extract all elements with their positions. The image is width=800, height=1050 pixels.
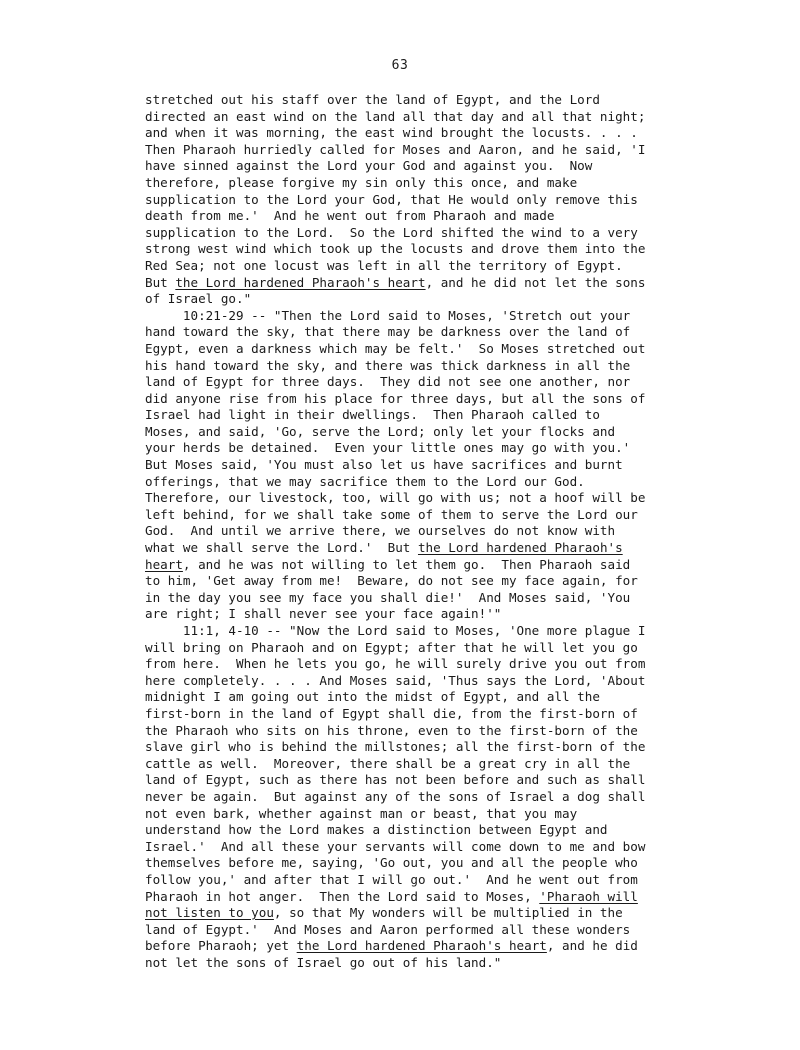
text-line: [145, 241, 745, 258]
text-line: [145, 540, 745, 557]
line-text: slave girl who is behind the millstones; all the first-born of the: [145, 739, 646, 755]
line-text: here completely. . . . And Moses said, 'Thus says the Lord, 'About: [145, 672, 646, 688]
underlined-phrase: the Lord hardened Pharaoh's heart: [296, 938, 547, 954]
underlined-phrase: the Lord hardened Pharaoh's heart: [175, 274, 426, 290]
text-line: [145, 723, 745, 740]
text-line: [145, 955, 745, 972]
text-line: [145, 92, 745, 109]
text-line: [145, 275, 745, 292]
text-line: [145, 291, 745, 308]
line-text: before Pharaoh; yet: [145, 938, 297, 954]
line-text: will bring on Pharaoh and on Egypt; after that he will let you go: [145, 639, 638, 655]
text-line: [145, 706, 745, 723]
line-text: But Moses said, 'You must also let us have sacrifices and burnt: [145, 457, 623, 473]
line-text: your herds be detained. Even your little ones may go with you.': [145, 440, 631, 456]
text-line: [145, 109, 745, 126]
text-line: [145, 640, 745, 657]
line-text: Israel.' And all these your servants will come down to me and bow: [145, 838, 646, 854]
text-line: [145, 938, 745, 955]
line-text: in the day you see my face you shall die!' And Moses said, 'You: [145, 589, 631, 605]
text-line: [145, 839, 745, 856]
text-line: [145, 507, 745, 524]
line-text: of Israel go.": [145, 291, 252, 307]
line-text: , and he was not willing to let them go. Then Pharaoh said: [182, 556, 631, 572]
text-line: [145, 457, 745, 474]
text-line: [145, 855, 745, 872]
text-line: [145, 341, 745, 358]
text-line: [145, 590, 745, 607]
line-text: his hand toward the sky, and there was thick darkness in all the: [145, 357, 631, 373]
line-text: land of Egypt.' And Moses and Aaron performed all these wonders: [145, 921, 631, 937]
line-text: did anyone rise from his place for three days, but all the sons of: [145, 390, 646, 406]
line-text: and when it was morning, the east wind brought the locusts. . . .: [145, 125, 638, 141]
line-text: Then Pharaoh hurriedly called for Moses and Aaron, and he said, 'I: [145, 141, 646, 157]
text-line: [145, 175, 745, 192]
text-line: [145, 656, 745, 673]
text-line: [145, 192, 745, 209]
text-line: [145, 806, 745, 823]
text-line: [145, 739, 745, 756]
line-text: hand toward the sky, that there may be darkness over the land of: [145, 324, 631, 340]
body-text: [145, 92, 745, 971]
line-text: 11:1, 4-10 -- "Now the Lord said to Moses, 'One more plague I: [145, 623, 646, 638]
line-text: never be again. But against any of the sons of Israel a dog shall: [145, 788, 646, 804]
line-text: first-born in the land of Egypt shall die, from the first-born of: [145, 705, 638, 721]
text-line: [145, 557, 745, 574]
page-number: 63: [391, 58, 409, 73]
line-text: are right; I shall never see your face again!'": [145, 606, 502, 622]
underlined-phrase: not listen to you: [145, 905, 274, 921]
line-text: therefore, please forgive my sin only this once, and make: [145, 174, 578, 190]
text-line: [145, 424, 745, 441]
text-line: [145, 308, 745, 325]
line-text: 10:21-29 -- "Then the Lord said to Moses, 'Stretch out your: [145, 307, 631, 323]
line-text: Pharaoh in hot anger. Then the Lord said to Moses,: [145, 888, 540, 904]
text-line: [145, 358, 745, 375]
line-text: Therefore, our livestock, too, will go with us; not a hoof will be: [145, 490, 646, 506]
line-text: directed an east wind on the land all that day and all that night;: [145, 108, 646, 124]
text-line: [145, 158, 745, 175]
text-line: [145, 440, 745, 457]
text-line: [145, 573, 745, 590]
line-text: from here. When he lets you go, he will surely drive you out from: [145, 656, 646, 672]
line-text: supplication to the Lord your God, that He would only remove this: [145, 191, 638, 207]
text-line: [145, 789, 745, 806]
line-text: cattle as well. Moreover, there shall be a great cry in all the: [145, 755, 631, 771]
line-text: midnight I am going out into the midst of Egypt, and all the: [145, 689, 600, 705]
line-text: supplication to the Lord. So the Lord shifted the wind to a very: [145, 224, 638, 240]
text-line: [145, 822, 745, 839]
underlined-phrase: the Lord hardened Pharaoh's: [417, 540, 623, 556]
text-line: [145, 258, 745, 275]
line-text: God. And until we arrive there, we ourselves do not know with: [145, 523, 616, 539]
text-line: [145, 756, 745, 773]
line-text: what we shall serve the Lord.' But: [145, 540, 418, 556]
line-text: the Pharaoh who sits on his throne, even to the first-born of the: [145, 722, 638, 738]
text-line: [145, 606, 745, 623]
line-text: Moses, and said, 'Go, serve the Lord; only let your flocks and: [145, 423, 616, 439]
line-text: , so that My wonders will be multiplied in the: [273, 905, 623, 921]
text-line: [145, 905, 745, 922]
text-line: [145, 922, 745, 939]
text-line: [145, 391, 745, 408]
text-line: [145, 374, 745, 391]
text-line: [145, 623, 745, 640]
line-text: But: [145, 274, 176, 290]
line-text: not even bark, whether against man or beast, that you may: [145, 805, 578, 821]
text-line: [145, 772, 745, 789]
text-line: [145, 689, 745, 706]
line-text: Red Sea; not one locust was left in all the territory of Egypt.: [145, 257, 623, 273]
text-line: [145, 490, 745, 507]
text-line: [145, 208, 745, 225]
line-text: understand how the Lord makes a distinction between Egypt and: [145, 822, 608, 838]
text-line: [145, 125, 745, 142]
text-line: [145, 225, 745, 242]
line-text: have sinned against the Lord your God and against you. Now: [145, 158, 593, 174]
line-text: land of Egypt for three days. They did not see one another, nor: [145, 374, 631, 390]
underlined-phrase: 'Pharaoh will: [539, 888, 638, 904]
text-line: [145, 523, 745, 540]
line-text: Egypt, even a darkness which may be felt.' So Moses stretched out: [145, 340, 646, 356]
line-text: follow you,' and after that I will go out.' And he went out from: [145, 871, 638, 887]
text-line: [145, 407, 745, 424]
text-line: [145, 324, 745, 341]
line-text: left behind, for we shall take some of them to serve the Lord our: [145, 506, 638, 522]
line-text: not let the sons of Israel go out of his land.": [145, 954, 502, 970]
underlined-phrase: heart: [145, 556, 183, 572]
text-line: [145, 142, 745, 159]
text-line: [145, 872, 745, 889]
line-text: themselves before me, saying, 'Go out, you and all the people who: [145, 855, 638, 871]
line-text: strong west wind which took up the locusts and drove them into the: [145, 241, 646, 257]
text-line: [145, 889, 745, 906]
line-text: to him, 'Get away from me! Beware, do not see my face again, for: [145, 573, 638, 589]
line-text: offerings, that we may sacrifice them to the Lord our God.: [145, 473, 585, 489]
line-text: stretched out his staff over the land of Egypt, and the Lord: [145, 92, 600, 107]
line-text: Israel had light in their dwellings. Then Pharaoh called to: [145, 407, 600, 423]
line-text: death from me.' And he went out from Pharaoh and made: [145, 208, 555, 224]
text-line: [145, 673, 745, 690]
line-text: , and he did: [546, 938, 638, 954]
line-text: , and he did not let the sons: [425, 274, 646, 290]
line-text: land of Egypt, such as there has not been before and such as shall: [145, 772, 646, 788]
text-line: [145, 474, 745, 491]
